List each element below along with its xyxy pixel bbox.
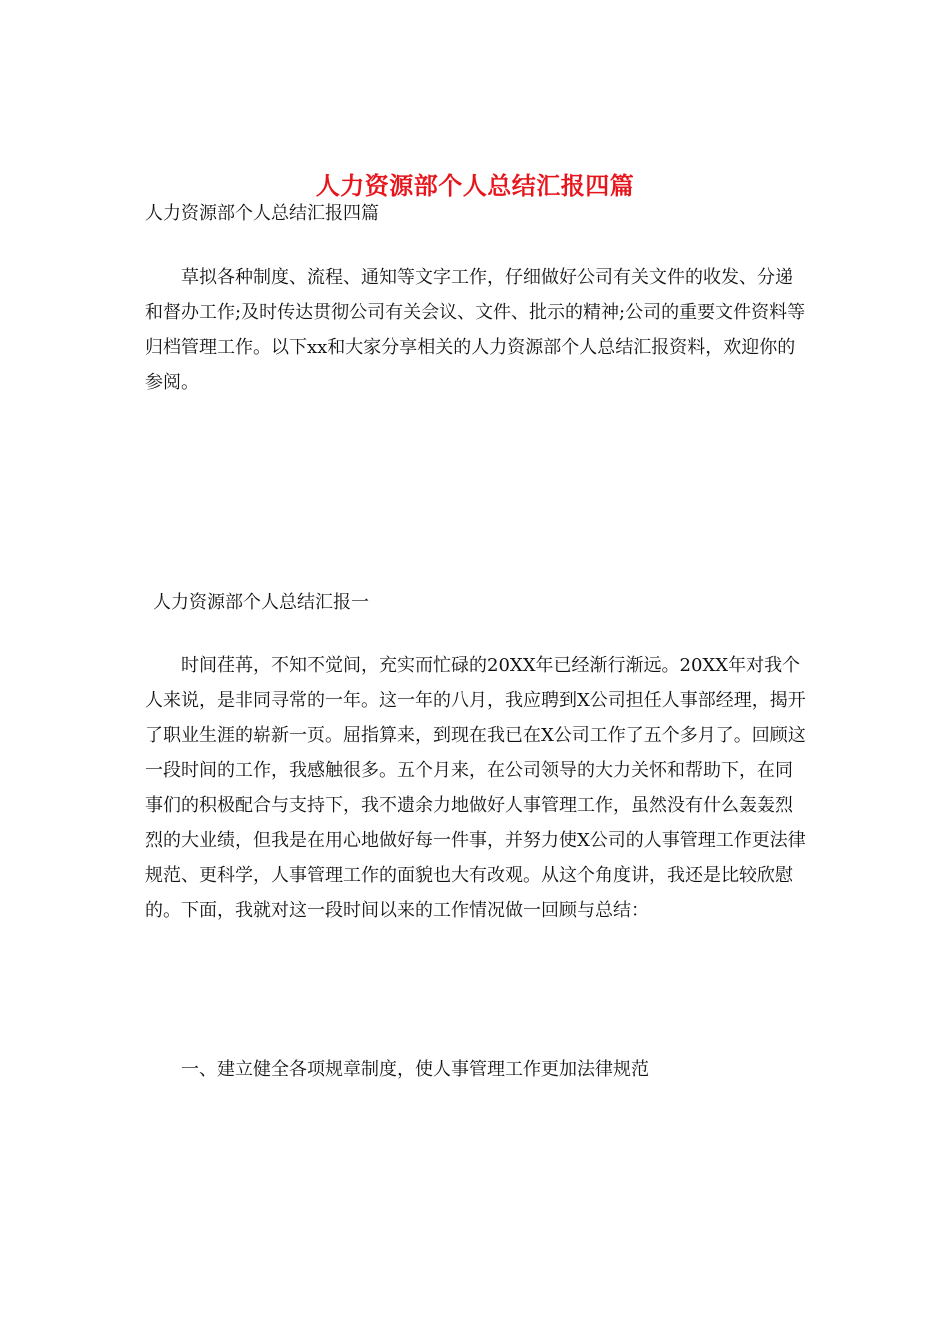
document-title: 人力资源部个人总结汇报四篇 [315,171,635,201]
section-heading: 人力资源部个人总结汇报一 [153,592,369,613]
document-subtitle: 人力资源部个人总结汇报四篇 [145,203,379,224]
body-paragraph: 时间荏苒，不知不觉间，充实而忙碌的20XX年已经渐行渐远。20XX年对我个人来说，是非同寻常的一年。这一年的八月，我应聘到X公司担任人事部经理，揭开了职业生涯的崭新一页。屈指算来，到现在我已在X公司工作了五个多月了。回顾这一段时间的工作，我感触很多。五个月来，在公司领导的大力关怀和帮助下，在同事们的积极配合与支持下，我不遗余力地做好人事管理工作，虽然没有什么轰轰烈烈的大业绩，但我是在用心地做好每一件事，并努力使X公司的人事管理工作更法律规范、更科学，人事管理工作的面貌也大有改观。从这个角度讲，我还是比较欣慰的。下面，我就对这一段时间以来的工作情况做一回顾与总结： [145,655,806,921]
intro-paragraph: 草拟各种制度、流程、通知等文字工作，仔细做好公司有关文件的收发、分递和督办工作;及时传达贯彻公司有关会议、文件、批示的精神;公司的重要文件资料等归档管理工作。以下xx和大家分享相关的人力资源部个人总结汇报资料，欢迎你的参阅。 [145,267,806,393]
point-heading: 一、建立健全各项规章制度，使人事管理工作更加法律规范 [181,1059,649,1080]
